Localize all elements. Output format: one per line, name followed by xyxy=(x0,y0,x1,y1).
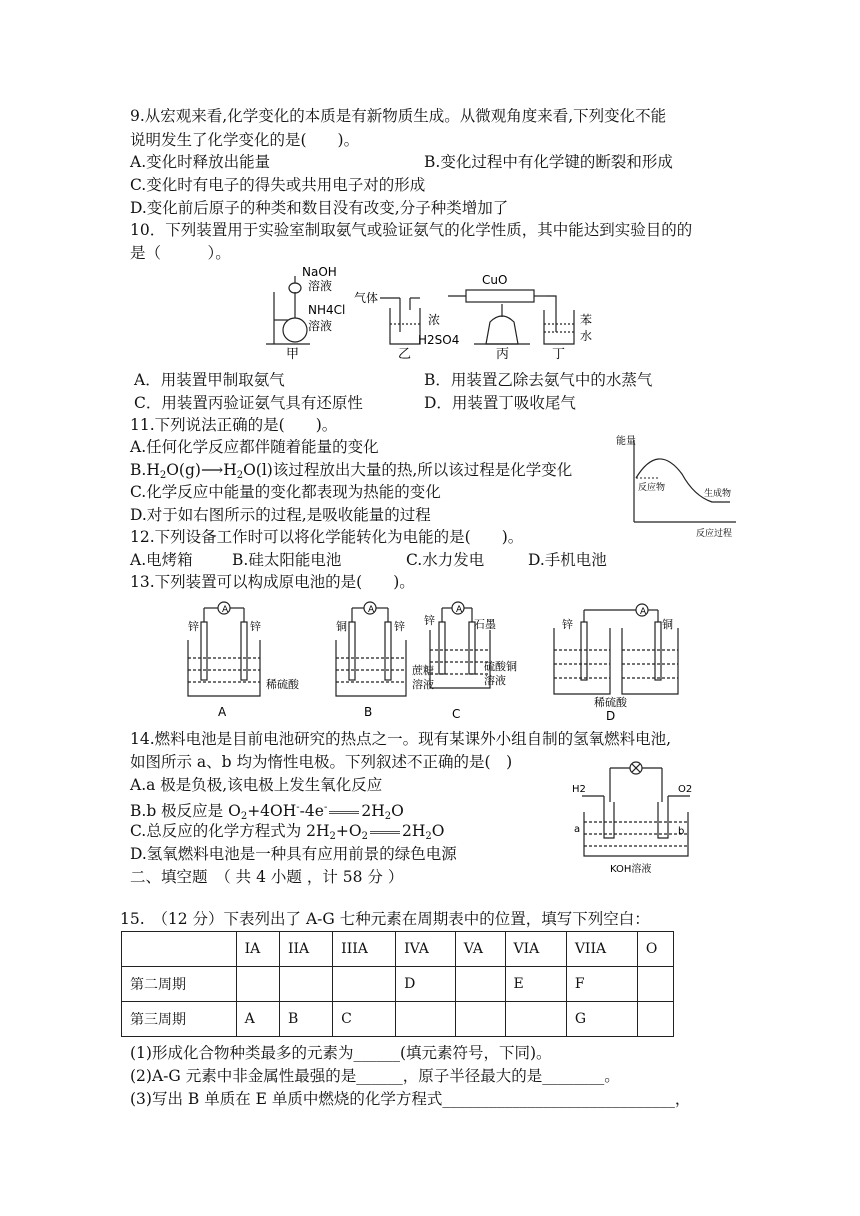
table-cell xyxy=(280,967,333,1002)
table-cell xyxy=(396,1002,456,1037)
table-cell: A xyxy=(236,1002,279,1037)
fuel-cell-h2-label: H2 xyxy=(572,784,586,795)
cell-a-solution: 稀硫酸 xyxy=(266,678,299,691)
q10-option-d: D．用装置丁吸收尾气 xyxy=(424,394,576,412)
q14-stem-line2: 如图所示 a、b 均为惰性电极。下列叙述不正确的是( ) xyxy=(130,753,513,771)
cell-d-meter: A xyxy=(640,607,647,617)
cell-a-right-electrode: 锌 xyxy=(250,620,261,633)
table-cell: IVA xyxy=(396,932,456,967)
label-cuo: CuO xyxy=(482,273,508,287)
cell-a-left-electrode: 锌 xyxy=(188,620,199,633)
cell-d-right-electrode: 铜 xyxy=(662,618,673,631)
label-h2so4: H2SO4 xyxy=(418,333,460,347)
table-cell xyxy=(505,1002,566,1037)
q12-option-c: C.水力发电 xyxy=(406,551,485,569)
table-cell: G xyxy=(566,1002,637,1037)
q15-part-3: (3)写出 B 单质在 E 单质中燃烧的化学方程式______________________________， xyxy=(130,1090,691,1108)
cell-c-left-electrode: 锌 xyxy=(424,614,435,627)
cell-b-left-electrode: 铜 xyxy=(336,620,347,633)
q14-option-b: B.b 极反应是 $O_2+4OH^--4e^-$ $2H_2O$ xyxy=(130,802,404,822)
cell-a-meter: A xyxy=(222,605,229,615)
table-cell: IIA xyxy=(280,932,333,967)
q9-stem-line2: 说明发生了化学变化的是( )。 xyxy=(130,131,360,149)
table-cell: 第二周期 xyxy=(122,967,237,1002)
q10-option-b: B．用装置乙除去氨气中的水蒸气 xyxy=(424,371,653,389)
q12-stem: 12.下列设备工作时可以将化学能转化为电能的是( )。 xyxy=(130,528,524,546)
cell-c-meter: A xyxy=(456,605,463,615)
label-benzene: 苯 xyxy=(580,313,593,327)
cell-d-label: D xyxy=(606,709,616,723)
label-yi: 乙 xyxy=(398,347,412,362)
table-cell: E xyxy=(505,967,566,1002)
table-cell xyxy=(333,967,396,1002)
q10-option-a: A．用装置甲制取氨气 xyxy=(134,371,285,389)
cell-b-label: B xyxy=(364,705,373,719)
cell-a-label: A xyxy=(218,705,227,719)
q10-option-c: C．用装置丙验证氨气具有还原性 xyxy=(134,394,363,412)
q12-option-b: B.硅太阳能电池 xyxy=(232,551,342,569)
label-water: 水 xyxy=(580,329,593,343)
q15-part-2: (2)A-G 元素中非金属性最强的是______，原子半径最大的是________。 xyxy=(130,1067,620,1085)
section-2-heading: 二、填空题 （ 共 4 小题 ，计 58 分 ） xyxy=(130,868,404,886)
q10-stem-line2: 是（ ）。 xyxy=(130,244,231,262)
table-cell: D xyxy=(396,967,456,1002)
table-cell: VA xyxy=(455,932,505,967)
q12-option-d: D.手机电池 xyxy=(528,551,607,569)
cell-b-solution-2: 溶液 xyxy=(412,678,434,691)
table-cell: F xyxy=(566,967,637,1002)
q9-option-b: B.变化过程中有化学键的断裂和形成 xyxy=(424,153,673,171)
q14-option-c: C.总反应的化学方程式为 $2H_2+O_2$ $2H_2O$ xyxy=(130,822,445,842)
cell-b-meter: A xyxy=(368,605,375,615)
table-cell: 第三周期 xyxy=(122,1002,237,1037)
table-cell: C xyxy=(333,1002,396,1037)
q14-stem-line1: 14.燃料电池是目前电池研究的热点之一。现有某课外小组自制的氢氧燃料电池, xyxy=(130,730,672,748)
cell-c-solution-1: 硫酸铜 xyxy=(484,660,517,673)
label-bing: 丙 xyxy=(496,347,510,362)
q11-option-b: $B.H_2O(g)⟶H_2O(l)$该过程放出大量的热,所以该过程是化学变化 xyxy=(130,461,573,481)
q14-option-a: A.a 极是负极,该电极上发生氧化反应 xyxy=(130,776,383,794)
fuel-cell-b-label: b xyxy=(678,826,685,837)
graph-product-label: 生成物 xyxy=(704,489,732,499)
table-row xyxy=(122,1002,674,1037)
cell-d-solution: 稀硫酸 xyxy=(594,696,627,709)
periodic-table xyxy=(121,931,674,1037)
table-cell xyxy=(637,1002,673,1037)
graph-ylabel: 能量 xyxy=(616,436,636,447)
fuel-cell-o2-label: O2 xyxy=(678,784,693,795)
q15-stem: 15. （12 分）下表列出了 A-G 七种元素在周期表中的位置，填写下列空白： xyxy=(120,910,650,928)
q10-stem-line1: 10．下列装置用于实验室制取氨气或验证氨气的化学性质，其中能达到实验目的的 xyxy=(130,221,693,239)
cell-a xyxy=(188,602,260,696)
table-cell xyxy=(236,967,279,1002)
table-cell: VIA xyxy=(505,932,566,967)
q12-option-a: A.电烤箱 xyxy=(130,551,193,569)
cell-c-label: C xyxy=(452,707,461,721)
q9-option-d: D.变化前后原子的种类和数目没有改变,分子种类增加了 xyxy=(130,199,509,217)
table-cell xyxy=(122,932,237,967)
q10-apparatus-figure xyxy=(262,262,612,362)
table-cell xyxy=(455,967,505,1002)
table-cell: O xyxy=(637,932,673,967)
q11-option-a: A.任何化学反应都伴随着能量的变化 xyxy=(130,438,379,456)
table-cell: IIIA xyxy=(333,932,396,967)
q14-option-d: D.氢氧燃料电池是一种具有应用前景的绿色电源 xyxy=(130,845,457,863)
table-cell xyxy=(637,967,673,1002)
label-concentrated: 浓 xyxy=(428,313,441,327)
label-ding: 丁 xyxy=(552,347,566,362)
q9-option-a: A.变化时释放出能量 xyxy=(130,153,271,171)
table-cell: VIIA xyxy=(566,932,637,967)
cell-c-solution-2: 溶液 xyxy=(484,674,506,687)
q11-option-d: D.对于如右图所示的过程,是吸收能量的过程 xyxy=(130,506,431,524)
cell-b-solution-1: 蔗糖 xyxy=(412,664,434,677)
q13-cells-figure xyxy=(174,600,714,724)
fuel-cell-a-label: a xyxy=(574,824,581,835)
q11-option-c: C.化学反应中能量的变化都表现为热能的变化 xyxy=(130,483,441,501)
fuel-cell-koh-label: KOH溶液 xyxy=(610,864,652,875)
cell-d-left-electrode: 锌 xyxy=(562,618,573,631)
apparatus-bing xyxy=(448,290,546,344)
table-header-row xyxy=(122,932,674,967)
apparatus-jia xyxy=(266,276,310,344)
table-cell xyxy=(455,1002,505,1037)
q15-part-1: (1)形成化合物种类最多的元素为______(填元素符号，下同)。 xyxy=(130,1044,552,1062)
q13-stem: 13.下列装置可以构成原电池的是( )。 xyxy=(130,573,415,591)
apparatus-ding xyxy=(544,296,574,344)
cell-b xyxy=(336,602,406,696)
label-jia: 甲 xyxy=(286,347,300,362)
q14-fuel-cell-figure xyxy=(566,758,702,876)
label-nh4cl-solution: 溶液 xyxy=(308,319,333,333)
cell-b-right-electrode: 锌 xyxy=(394,620,405,633)
table-row xyxy=(122,967,674,1002)
table-cell: IA xyxy=(236,932,279,967)
graph-reactant-label: 反应物 xyxy=(638,483,666,493)
label-naoh-solution: 溶液 xyxy=(308,279,333,293)
label-naoh: NaOH xyxy=(302,265,337,279)
label-nh4cl: NH4Cl xyxy=(308,303,346,317)
cell-c-right-electrode: 石墨 xyxy=(474,618,496,631)
table-cell: B xyxy=(280,1002,333,1037)
graph-xlabel: 反应过程 xyxy=(696,529,733,539)
q9-stem-line1: 9.从宏观来看,化学变化的本质是有新物质生成。从微观角度来看,下列变化不能 xyxy=(130,107,667,125)
apparatus-yi xyxy=(380,298,420,344)
label-gas: 气体 xyxy=(354,291,379,305)
q9-option-c: C.变化时有电子的得失或共用电子对的形成 xyxy=(130,176,426,194)
q11-energy-graph xyxy=(612,430,742,542)
q11-stem: 11.下列说法正确的是( )。 xyxy=(130,416,338,434)
